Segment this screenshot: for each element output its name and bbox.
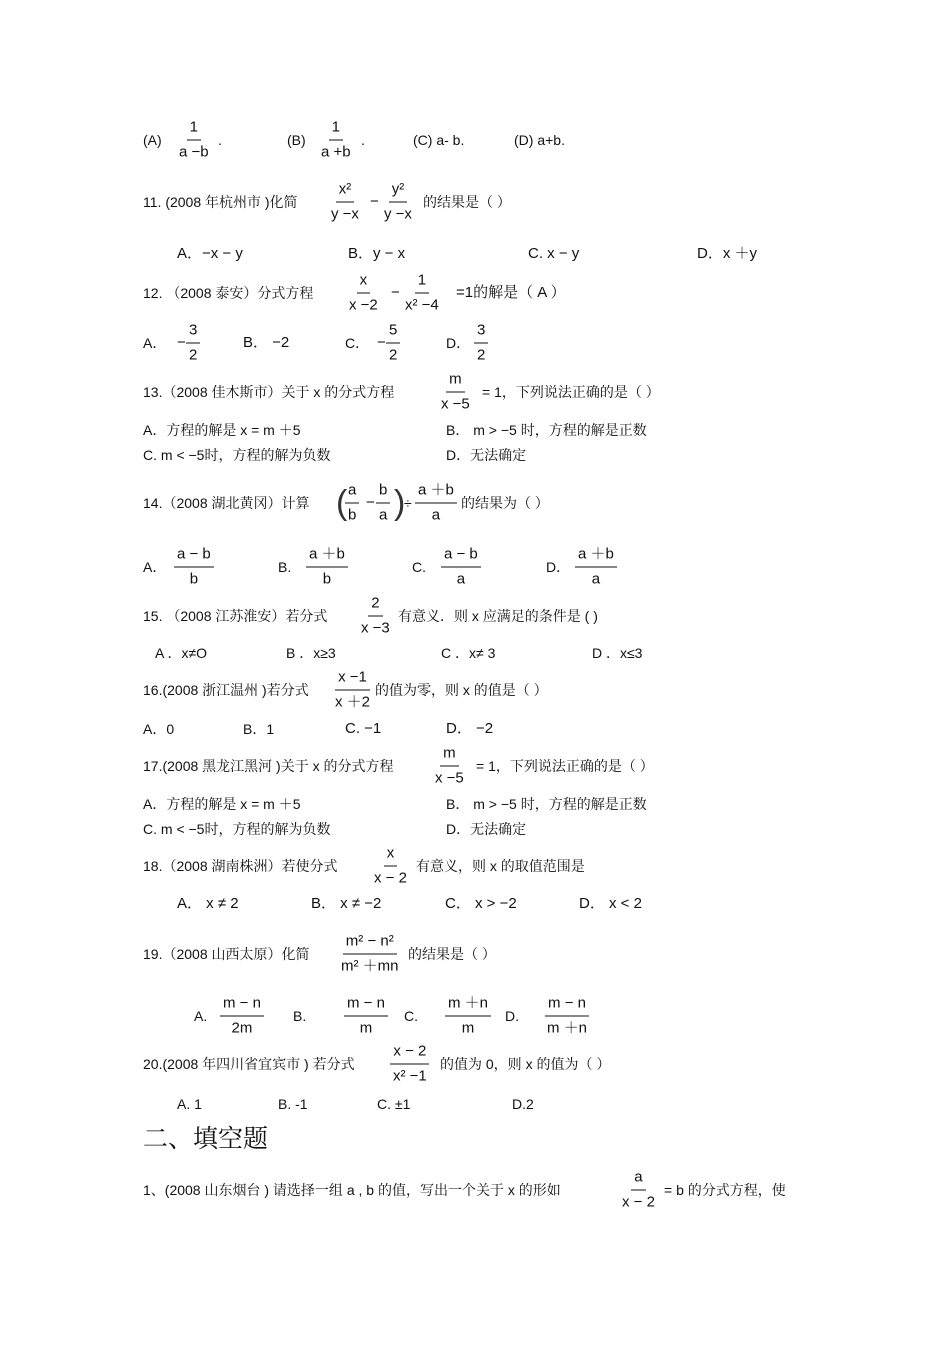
question-15 [0,594,950,637]
q12-fraction-1: $\frac{x}{x -2}$ [349,271,378,314]
q11-fraction-1: $\frac{\text{x²}}{y -x}$ [331,180,359,223]
q14-right-paren: ) [394,484,406,522]
question-20 [0,1042,950,1085]
q17-option-c: C. m < −5时，方程的解为负数 [143,821,331,837]
question-14 [0,481,950,524]
q19-suffix: 的结果是（ ） [408,946,496,962]
q13-options-row-2 [0,447,950,463]
q13-suffix: = 1，下列说法正确的是（ ） [482,384,660,400]
fill1-prefix: 1、(2008 山东烟台 ) 请选择一组 a , b 的值，写出一个关于 x 的形如 [143,1182,561,1198]
q17-options-row-2 [0,821,950,837]
q19-option-b-label: B. [293,1008,307,1024]
q10-option-b-dot: . [361,132,365,148]
q15-option-d: D ．x≤3 [592,645,643,661]
q15-option-c: C ．x≠ 3 [441,645,496,661]
q16-options [0,720,950,737]
q14-fraction-2: $\frac{b}{a}$ [376,482,390,525]
q13-option-c: C. m < −5时，方程的解为负数 [143,447,331,463]
question-12 [0,271,950,314]
q19-option-b-fraction: $\frac{m - n}{m}$ [344,995,388,1038]
q12-prefix: 12. （2008 泰安）分式方程 [143,285,314,301]
fill1-suffix: = b 的分式方程，使 [664,1182,786,1198]
q10-option-b-label: (B) [287,132,306,148]
question-13 [0,370,950,413]
q20-options [0,1096,950,1112]
question-18 [0,844,950,887]
q18-option-b: B． x ≠ −2 [311,895,382,912]
q12-option-b: B． −2 [243,334,290,351]
q10-option-d: (D) a+b. [514,132,565,148]
q16-option-d: D． −2 [446,720,494,737]
q11-option-d: D．x ＋y [697,245,758,262]
q20-fraction: $\frac{x - 2}{\text{x² −1}}$ [390,1043,430,1086]
q15-fraction: $\frac{2}{x -3}$ [361,594,390,637]
q14-option-a-label: A． [143,559,167,575]
q12-option-c-sign: − [377,334,386,351]
q11-options [0,245,950,262]
q17-prefix: 17.(2008 黑龙江黑河 )关于 x 的分式方程 [143,758,394,774]
q19-option-c-label: C. [404,1008,418,1024]
q12-option-a-sign: − [177,334,186,351]
q12-option-a-label: A． [143,335,167,351]
q12-option-d-fraction: $\frac{3}{2}$ [474,322,488,365]
q12-option-c-fraction: $\frac{5}{2}$ [386,322,400,365]
q16-fraction: $\frac{x -1}{x +2}$ [335,668,371,711]
q20-prefix: 20.(2008 年四川省宜宾市 ) 若分式 [143,1056,355,1072]
fill1-fraction: $\frac{a}{x - 2}$ [622,1168,655,1211]
q11-option-a: A．−x − y [177,245,243,262]
q19-options [0,994,950,1037]
q14-option-c-label: C. [412,559,426,575]
q10-option-b-fraction: $\frac{1}{a +b}$ [321,118,351,161]
q18-suffix: 有意义，则 x 的取值范围是 [416,858,585,874]
q20-suffix: 的值为 0，则 x 的值为（ ） [440,1056,611,1072]
q18-option-a: A． x ≠ 2 [177,895,239,912]
q15-prefix: 15. （2008 江苏淮安）若分式 [143,608,328,624]
q12-options [0,321,950,364]
question-11 [0,180,950,223]
q14-option-b-label: B. [278,559,292,575]
section-heading-fill-in: 二、填空题 [143,1124,269,1153]
q17-option-a: A．方程的解是 x = m ＋5 [143,796,301,812]
q17-suffix: = 1，下列说法正确的是（ ） [476,758,654,774]
q14-option-c-fraction: $\frac{a - b}{a}$ [441,546,481,589]
q14-option-b-fraction: $\frac{a +b}{b}$ [306,546,348,589]
q17-option-b: B． m > −5 时，方程的解是正数 [446,796,647,812]
q11-minus: − [370,193,379,210]
q20-option-c: C. ±1 [377,1096,411,1112]
q13-option-d: D．无法确定 [446,447,527,463]
q11-option-b: B．y − x [348,245,406,262]
q16-option-b: B．1 [243,721,275,737]
q15-option-a: A ．x≠O [155,645,208,661]
question-16 [0,668,950,711]
q14-prefix: 14.（2008 湖北黄冈）计算 [143,495,310,511]
q10-option-a-dot: . [218,132,222,148]
q13-options-row-1 [0,422,950,438]
q15-options [0,645,950,661]
q12-suffix: =1的解是（ A ） [456,284,566,301]
q18-options [0,895,950,912]
question-17 [0,744,950,787]
q15-suffix: 有意义．则 x 应满足的条件是 ( ) [398,608,598,624]
q19-option-c-fraction: $\frac{m +n}{m}$ [445,995,491,1038]
q12-option-a-fraction: $\frac{3}{2}$ [186,322,200,365]
q12-fraction-2: $\frac{1}{\text{x² −4}}$ [405,271,439,314]
q11-prefix: 11. (2008 年杭州市 )化简 [143,194,298,210]
q14-fraction-3: $\frac{a +b}{a}$ [415,482,457,525]
q18-option-d: D． x < 2 [579,895,642,912]
q19-option-d-fraction: $\frac{m - n}{m +n}$ [547,994,588,1037]
q16-option-a: A．0 [143,721,175,737]
q20-option-a: A. 1 [177,1096,202,1112]
q19-option-a-label: A. [194,1008,208,1024]
q13-option-b: B． m > −5 时，方程的解是正数 [446,422,647,438]
q10-option-a-label: (A) [143,132,162,148]
q19-option-d-label: D. [505,1008,519,1024]
q14-minus: − [366,494,375,511]
q11-suffix: 的结果是（ ） [423,194,511,210]
q10-option-c: (C) a- b. [413,132,465,148]
q14-option-d-label: D． [546,559,571,575]
q12-option-d-label: D． [446,335,471,351]
q14-option-d-fraction: $\frac{a +b}{a}$ [575,546,617,589]
q20-option-b: B. -1 [278,1096,308,1112]
q14-option-a-fraction: $\frac{a - b}{b}$ [174,546,214,589]
q17-option-d: D．无法确定 [446,821,527,837]
q13-prefix: 13.（2008 佳木斯市）关于 x 的分式方程 [143,384,395,400]
q17-options-row-1 [0,796,950,812]
q11-option-c: C. x − y [528,245,580,262]
q14-left-paren: ( [336,484,348,522]
q19-prefix: 19.（2008 山西太原）化简 [143,946,310,962]
q10-option-a-fraction: $\frac{1}{a -b}$ [179,118,209,161]
q18-fraction: $\frac{x}{x - 2}$ [374,844,407,887]
q20-option-d: D.2 [512,1096,534,1112]
q12-minus: − [391,284,400,301]
q18-prefix: 18.（2008 湖南株洲）若使分式 [143,858,338,874]
q16-suffix: 的值为零，则 x 的值是（ ） [375,682,548,698]
q19-fraction: $\frac{\text{m² − n²}}{\text{m² ＋mn}}$ [341,932,399,975]
q13-fraction: $\frac{m}{x -5}$ [441,370,470,413]
question-19 [0,932,950,975]
q19-option-a-fraction: $\frac{m - n}{2m}$ [220,995,264,1038]
q14-divide: ÷ [404,495,412,511]
q13-option-a: A．方程的解是 x = m ＋5 [143,422,301,438]
q15-option-b: B ．x≥3 [286,645,336,661]
q14-suffix: 的结果为（ ） [461,495,549,511]
q14-fraction-1: $\frac{a}{b}$ [345,482,359,525]
q14-options [0,545,950,588]
q16-prefix: 16.(2008 浙江温州 )若分式 [143,682,309,698]
fill-in-question-1 [0,1168,950,1211]
q18-option-c: C． x > −2 [445,895,517,912]
q16-option-c: C. −1 [345,720,382,737]
q11-fraction-2: $\frac{\text{y²}}{y -x}$ [384,180,412,223]
q12-option-c-label: C． [345,335,370,351]
q17-fraction: $\frac{m}{x -5}$ [435,744,464,787]
q10-options [0,118,950,161]
